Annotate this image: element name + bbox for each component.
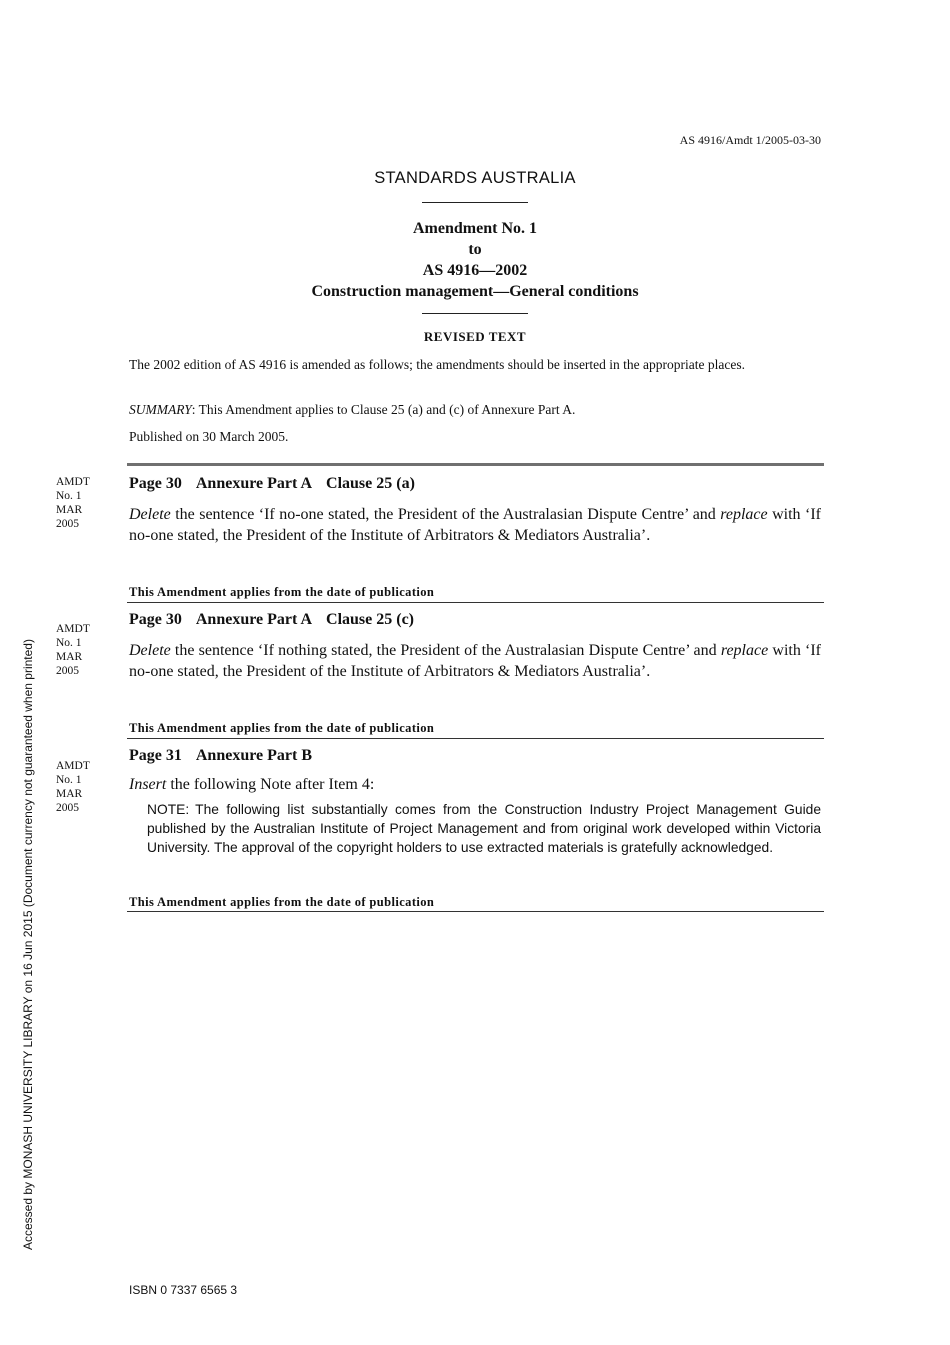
section-rule <box>127 602 824 603</box>
marker-line: No. 1 <box>56 637 82 649</box>
delete-word: Delete <box>129 506 171 523</box>
applies-statement: This Amendment applies from the date of publication <box>129 721 435 735</box>
amendment-instruction <box>129 504 821 546</box>
note-label: NOTE: <box>147 802 190 817</box>
title-line-2: to <box>468 241 482 258</box>
intro-paragraph: The 2002 edition of AS 4916 is amended as follows; the amendments should be inserted in the appropriate places. <box>129 357 745 372</box>
marker-line: No. 1 <box>56 490 82 502</box>
applies-statement: This Amendment applies from the date of publication <box>129 895 435 909</box>
amendment-instruction <box>129 640 821 682</box>
amendment-marker <box>56 475 106 531</box>
amendment-instruction <box>129 774 821 795</box>
published-date: Published on 30 March 2005. <box>129 429 289 444</box>
section-rule <box>127 463 824 466</box>
marker-line: AMDT <box>56 623 90 635</box>
title-divider-top <box>422 202 528 203</box>
heading-clause: Clause 25 (a) <box>326 475 415 492</box>
amendment-heading <box>129 747 326 765</box>
marker-line: MAR <box>56 788 83 800</box>
section-rule <box>127 911 824 912</box>
delete-text: the sentence ‘If no-one stated, the President of the Australasian Dispute Centre’ and <box>170 506 721 523</box>
heading-page: Page 31 <box>129 747 182 764</box>
insert-text: the following Note after Item 4: <box>166 776 375 793</box>
replace-text: with ‘If no-one stated, the President of the Institute of Arbitrators & Mediators Australia’. <box>129 506 821 544</box>
delete-word: Delete <box>129 642 171 659</box>
delete-text: the sentence ‘If nothing stated, the President of the Australasian Dispute Centre’ and <box>170 642 721 659</box>
marker-line: 2005 <box>56 665 79 677</box>
amendment-heading <box>129 611 428 629</box>
amendment-title <box>0 218 950 302</box>
section-rule <box>127 738 824 739</box>
heading-part: Annexure Part A <box>195 475 313 492</box>
heading-page: Page 30 <box>129 611 182 628</box>
heading-part: Annexure Part B <box>195 747 313 764</box>
insert-word: Insert <box>129 776 167 793</box>
title-divider-bottom <box>422 313 528 314</box>
marker-line: MAR <box>56 504 83 516</box>
heading-page: Page 30 <box>129 475 182 492</box>
access-watermark: Accessed by MONASH UNIVERSITY LIBRARY on 16 Jun 2015 (Document currency not guaranteed when printed) <box>21 639 35 1250</box>
summary-paragraph <box>129 401 821 419</box>
summary-text: : This Amendment applies to Clause 25 (a) and (c) of Annexure Part A. <box>191 402 576 417</box>
marker-line: AMDT <box>56 760 90 772</box>
marker-line: 2005 <box>56 518 79 530</box>
marker-line: 2005 <box>56 802 79 814</box>
isbn: ISBN 0 7337 6565 3 <box>129 1283 238 1297</box>
amendment-marker <box>56 622 106 678</box>
inserted-note <box>147 800 821 857</box>
document-reference: AS 4916/Amdt 1/2005-03-30 <box>679 133 821 147</box>
replace-word: replace <box>720 506 768 523</box>
replace-word: replace <box>720 642 769 659</box>
replace-text: with ‘If no-one stated, the President of the Institute of Arbitrators & Mediators Australia’. <box>129 642 821 680</box>
amendment-heading <box>129 475 429 493</box>
amendment-marker <box>56 759 106 815</box>
note-text: The following list substantially comes from the Construction Industry Project Management Guide published by the Australian Institute of Project Management and from original work developed within Victoria University. The approval of the copyright holders to use extracted materials is gratefully acknowledged. <box>147 802 821 855</box>
organization-name: STANDARDS AUSTRALIA <box>374 169 576 187</box>
revised-text-heading: REVISED TEXT <box>423 329 527 344</box>
title-line-1: Amendment No. 1 <box>413 220 537 237</box>
marker-line: AMDT <box>56 476 90 488</box>
applies-statement: This Amendment applies from the date of publication <box>129 585 435 599</box>
marker-line: No. 1 <box>56 774 82 786</box>
title-line-3: AS 4916—2002 <box>422 262 528 279</box>
title-line-4: Construction management—General conditions <box>311 283 639 300</box>
heading-part: Annexure Part A <box>195 611 313 628</box>
marker-line: MAR <box>56 651 83 663</box>
heading-clause: Clause 25 (c) <box>326 611 414 628</box>
summary-label: SUMMARY <box>129 402 192 417</box>
